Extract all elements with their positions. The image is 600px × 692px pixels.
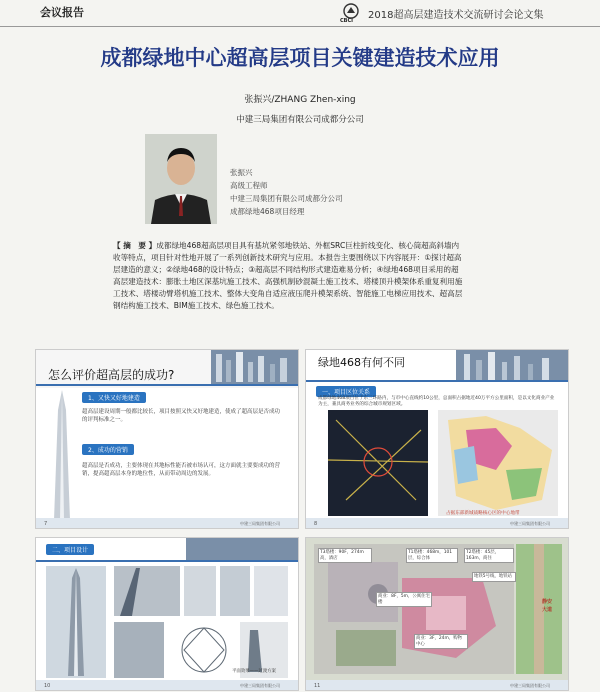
slide2-text: 成都绿地468项目位于东三环路内，与市中心直线约10公里，总面积占据地近40万平方公里面积，是以文化商业产业为主，兼具商务业务的综合城市规划区域。 xyxy=(318,396,555,407)
slide1-footer xyxy=(36,518,298,528)
slide4-label-mall: 商业：3F，24m，购物中心 xyxy=(414,634,468,649)
abstract-text: 成都绿地468超高层项目具有基坑紧邻地铁站、外框SRC巨柱折线变化、核心筒超高斜墙内收等特点，项目针对性地开展了一系列创新技术研究与应用。本报告主要围绕以下内容展开：①探讨超高层建造的意义；②绿地468的设计特点；③超高层不同结构形式建造难易分析；④绿地468项目采用的超高层建造技术：膨胀土地区深基坑施工技术、高强机制砂混凝土施工技术、塔楼顶升模架体系重复利用施工技术、塔楼动臂塔机施工技术、整体大变角自适应液压爬升模架系统、智能施工电梯应用技术、超高层钢结构施工技术、BIM施工技术、绿色施工技术。 xyxy=(113,241,463,310)
slide4-label-metro: 地铁5号线，地铁站 xyxy=(472,572,516,582)
author: 张振兴/ZHANG Zhen-xing xyxy=(244,95,356,105)
slide4-footer-text: 中建三局集团有限公司 xyxy=(510,683,550,688)
slide3-bar: 二、项目设计 xyxy=(46,544,94,555)
slide1-text1: 超高层建设周期一般都比较长，项目按照又快又好地建造，使成了超高层是否成功的评判标准之一。 xyxy=(82,409,281,423)
journal-title: 2018超高层建造技术交流研讨会论文集 xyxy=(368,10,544,21)
slide3-caption: 平面效果——过渡方案 xyxy=(232,669,276,674)
article-title: 成都绿地中心超高层项目关键建造技术应用 xyxy=(100,46,500,70)
slide2-footer xyxy=(306,518,568,528)
author-portrait-icon xyxy=(145,134,217,224)
bio-name: 张振兴 xyxy=(230,168,253,177)
slide2-background xyxy=(306,350,568,528)
slide2-title: 绿地468有何不同 xyxy=(318,356,405,369)
affiliation: 中建三局集团有限公司成都分公司 xyxy=(236,115,364,125)
abstract-label: 【 摘 要 】 xyxy=(113,241,157,250)
slide-site-plan xyxy=(305,537,569,691)
slide2-page-number: 8 xyxy=(314,521,318,527)
author-bio xyxy=(230,166,343,218)
slide1-footer-text: 中建三局集团有限公司 xyxy=(240,521,280,526)
abstract xyxy=(113,240,465,312)
slide1-text2: 超高层是否成功，主要体现在其地标性能否被市场认可，这方面就主要要成功的营销，提高超高层本身的地位性，从而带动周边的发展。 xyxy=(82,463,281,477)
bio-org: 中建三局集团有限公司成都分公司 xyxy=(230,194,343,203)
logo-text: CBCI xyxy=(340,18,354,24)
slide-what-is-different xyxy=(305,349,569,529)
slide1-title: 怎么评价超高层的成功? xyxy=(48,368,175,382)
slide1-page-number: 7 xyxy=(44,521,48,527)
section-label: 会议报告 xyxy=(40,6,84,19)
slide4-label-t1: T1塔楼：468m，101层，综合体 xyxy=(406,548,458,563)
slide4-label-commercial: 商业：8F，5m，公寓住宅楼 xyxy=(376,592,432,607)
slide1-bar1: 1、又快又好地建造 xyxy=(82,392,146,403)
slide1-bar2: 2、成功的营销 xyxy=(82,444,134,455)
slide4-label-t2: T2塔楼：45层，163m，商住 xyxy=(464,548,514,563)
slide3-footer xyxy=(36,680,298,690)
author-photo xyxy=(145,134,217,224)
page-header xyxy=(0,0,600,27)
slide3-footer-text: 中建三局集团有限公司 xyxy=(240,683,280,688)
slide4-page-number: 11 xyxy=(314,683,321,689)
bio-position: 成都绿地468项目经理 xyxy=(230,207,305,216)
slide3-page-number: 10 xyxy=(44,683,51,689)
slide4-footer xyxy=(306,680,568,690)
slide4-side-road: 静安大道 xyxy=(542,599,553,613)
slide4-label-t3: T3塔楼：90F，274m高，酒店 xyxy=(318,548,372,563)
slide-evaluate-success xyxy=(35,349,299,529)
slide2-map-caption: 占据东部新城战略核心区的中心地带 xyxy=(446,511,520,516)
slide-project-design xyxy=(35,537,299,691)
slide2-footer-text: 中建三局集团有限公司 xyxy=(510,521,550,526)
bio-role: 高级工程师 xyxy=(230,181,268,190)
slide2-bar: 一、项目区位关系 xyxy=(316,386,376,397)
